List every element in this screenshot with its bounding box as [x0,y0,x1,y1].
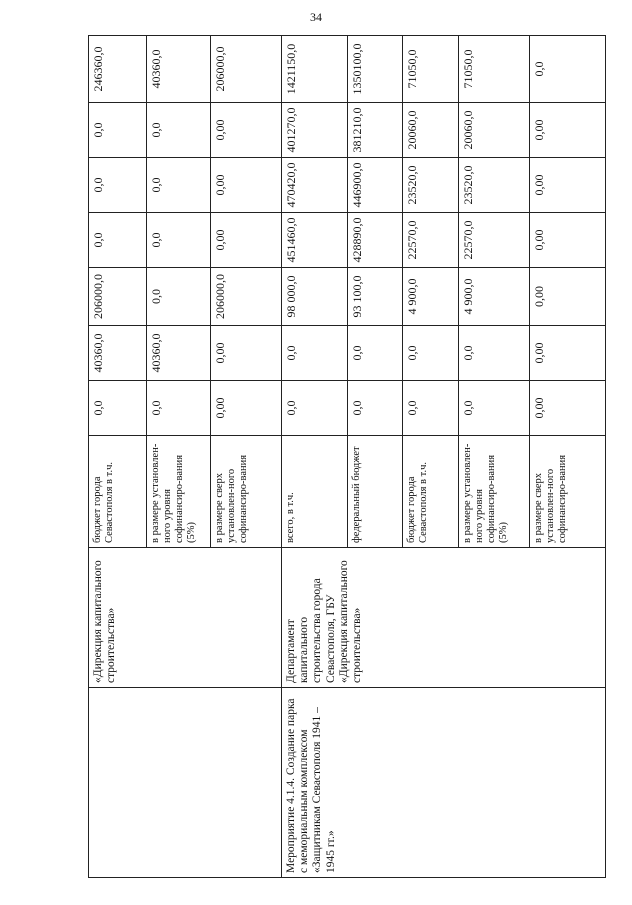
value-cell: 401270,0 [282,103,348,158]
funding-source-cell: федеральный бюджет [348,436,403,548]
value-cell: 98 000,0 [282,268,348,326]
funding-source-cell: в размере сверх установлен-ного софинансиро-вания [211,436,282,548]
value-cell: 428890,0 [348,213,403,268]
value-cell: 0,00 [211,103,282,158]
value-cell: 446900,0 [348,158,403,213]
value-cell: 23520,0 [403,158,459,213]
funding-source-cell: в размере сверх установлен-ного софинансиро-вания [530,436,606,548]
value-cell: 0,00 [530,158,606,213]
value-cell: 23520,0 [459,158,530,213]
value-cell: 93 100,0 [348,268,403,326]
value-cell: 0,0 [348,326,403,381]
value-cell: 0,0 [147,103,211,158]
value-cell: 0,0 [348,381,403,436]
funding-source-cell: всего, в т.ч. [282,436,348,548]
measure-cell [89,688,282,878]
value-cell: 206000,0 [89,268,147,326]
value-cell: 0,00 [211,158,282,213]
value-cell: 20060,0 [459,103,530,158]
value-cell: 0,00 [211,213,282,268]
total-cell: 1421150,0 [282,36,348,103]
rotated-table-wrapper [88,36,605,878]
total-cell: 0,0 [530,36,606,103]
value-cell: 0,00 [530,326,606,381]
total-cell: 71050,0 [403,36,459,103]
value-cell: 0,0 [459,381,530,436]
value-cell: 0,0 [89,381,147,436]
value-cell: 0,0 [403,326,459,381]
value-cell: 22570,0 [459,213,530,268]
value-cell: 0,0 [282,326,348,381]
financing-table [88,35,606,878]
table-row [89,36,147,878]
value-cell: 0,00 [211,381,282,436]
value-cell: 0,0 [89,158,147,213]
value-cell: 381210,0 [348,103,403,158]
value-cell: 0,00 [530,213,606,268]
value-cell: 470420,0 [282,158,348,213]
value-cell: 0,0 [147,381,211,436]
total-cell: 40360,0 [147,36,211,103]
value-cell: 0,0 [282,381,348,436]
value-cell: 0,00 [530,381,606,436]
value-cell: 0,0 [89,213,147,268]
value-cell: 20060,0 [403,103,459,158]
measure-cell: Мероприятие 4.1.4. Создание парка с мемориальным комплексом «Защитникам Севастополя 1941 – 1945 гг.» [282,688,606,878]
total-cell: 1350100,0 [348,36,403,103]
executor-cell: Департамент капитального строительства города Севастополя, ГБУ «Дирекция капитального строительства» [282,548,606,688]
total-cell: 246360,0 [89,36,147,103]
value-cell: 0,0 [403,381,459,436]
value-cell: 0,00 [530,268,606,326]
funding-source-cell: в размере установлен-ного уровня софинансиро-вания (5%) [147,436,211,548]
total-cell: 71050,0 [459,36,530,103]
value-cell: 40360,0 [89,326,147,381]
executor-cell: «Дирекция капитального строительства» [89,548,282,688]
funding-source-cell: бюджет города Севастополя в т.ч. [403,436,459,548]
funding-source-cell: бюджет города Севастополя в т.ч. [89,436,147,548]
value-cell: 0,00 [211,326,282,381]
table-row [282,36,348,878]
value-cell: 0,0 [459,326,530,381]
value-cell: 206000,0 [211,268,282,326]
value-cell: 0,0 [89,103,147,158]
total-cell: 206000,0 [211,36,282,103]
value-cell: 22570,0 [403,213,459,268]
value-cell: 0,00 [530,103,606,158]
page-number: 34 [310,10,322,24]
value-cell: 0,0 [147,268,211,326]
value-cell: 4 900,0 [403,268,459,326]
value-cell: 0,0 [147,213,211,268]
value-cell: 451460,0 [282,213,348,268]
funding-source-cell: в размере установлен-ного уровня софинансиро-вания (5%) [459,436,530,548]
value-cell: 0,0 [147,158,211,213]
value-cell: 40360,0 [147,326,211,381]
value-cell: 4 900,0 [459,268,530,326]
